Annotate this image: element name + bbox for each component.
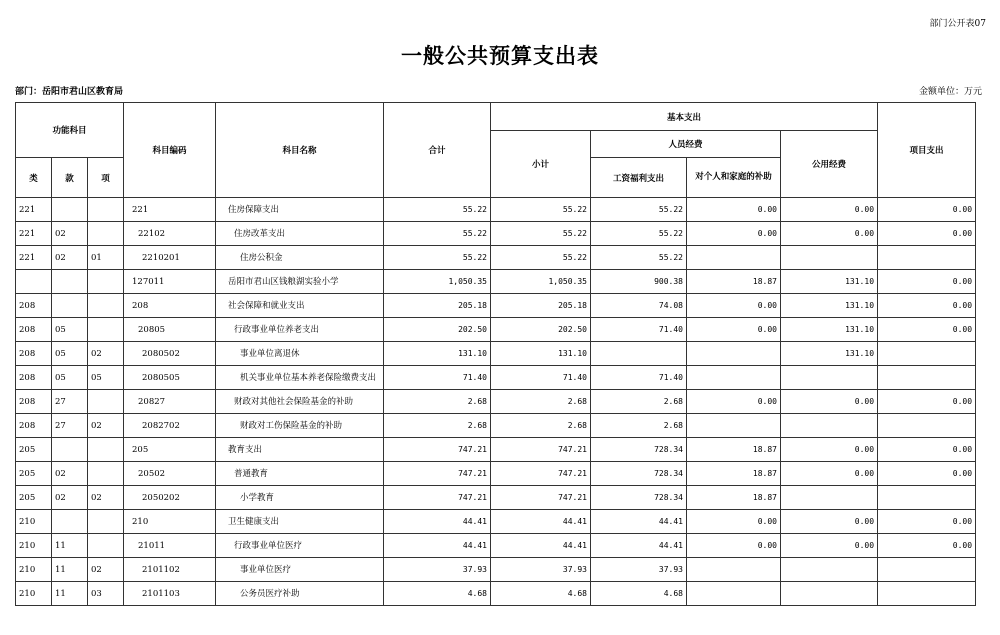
project-cell: 0.00 xyxy=(878,222,976,246)
form-number: 部门公开表07 xyxy=(929,19,986,29)
subject-name-cell: 小学教育 xyxy=(216,486,384,510)
individual-cell: 18.87 xyxy=(687,462,781,486)
project-cell xyxy=(878,582,976,606)
public-cell: 131.10 xyxy=(781,294,878,318)
total-cell: 747.21 xyxy=(384,438,491,462)
individual-cell: 0.00 xyxy=(687,534,781,558)
subject-code-cell: 20502 xyxy=(124,462,216,486)
subject-code-cell: 2210201 xyxy=(124,246,216,270)
lei-cell: 208 xyxy=(16,318,52,342)
lei-cell: 208 xyxy=(16,342,52,366)
table-row xyxy=(16,270,976,294)
subject-code-cell: 21011 xyxy=(124,534,216,558)
subject-name-cell: 普通教育 xyxy=(216,462,384,486)
kuan-cell: 05 xyxy=(52,342,88,366)
table-row xyxy=(16,438,976,462)
salary-header: 工资福利支出 xyxy=(591,158,687,198)
table-row xyxy=(16,294,976,318)
subject-name-cell: 行政事业单位养老支出 xyxy=(216,318,384,342)
xiang-cell xyxy=(88,510,124,534)
xiang-cell xyxy=(88,198,124,222)
project-cell: 0.00 xyxy=(878,462,976,486)
table-row xyxy=(16,486,976,510)
xiang-cell: 02 xyxy=(88,558,124,582)
total-cell: 747.21 xyxy=(384,486,491,510)
table-row xyxy=(16,390,976,414)
salary-cell xyxy=(591,342,687,366)
salary-cell: 4.68 xyxy=(591,582,687,606)
salary-cell: 74.08 xyxy=(591,294,687,318)
kuan-cell: 11 xyxy=(52,582,88,606)
subtotal-cell: 131.10 xyxy=(491,342,591,366)
kuan-cell xyxy=(52,510,88,534)
subject-name-cell: 行政事业单位医疗 xyxy=(216,534,384,558)
project-cell: 0.00 xyxy=(878,198,976,222)
subject-name-cell: 住房保障支出 xyxy=(216,198,384,222)
project-cell xyxy=(878,246,976,270)
subject-name-cell: 财政对其他社会保险基金的补助 xyxy=(216,390,384,414)
public-cell: 131.10 xyxy=(781,318,878,342)
salary-cell: 728.34 xyxy=(591,486,687,510)
individual-cell xyxy=(687,366,781,390)
subject-name-cell: 住房公积金 xyxy=(216,246,384,270)
table-row xyxy=(16,222,976,246)
lei-cell: 221 xyxy=(16,222,52,246)
subject-code-cell: 2080502 xyxy=(124,342,216,366)
salary-cell: 2.68 xyxy=(591,390,687,414)
total-cell: 55.22 xyxy=(384,246,491,270)
table-row xyxy=(16,318,976,342)
basic-header: 基本支出 xyxy=(491,103,878,131)
individual-header: 对个人和家庭的补助 xyxy=(687,158,781,198)
subject-code-cell: 2101102 xyxy=(124,558,216,582)
project-cell: 0.00 xyxy=(878,318,976,342)
subject-name-cell: 事业单位医疗 xyxy=(216,558,384,582)
lei-cell: 210 xyxy=(16,582,52,606)
kuan-cell: 02 xyxy=(52,222,88,246)
salary-cell: 71.40 xyxy=(591,366,687,390)
xiang-header: 项 xyxy=(88,158,124,198)
public-cell: 0.00 xyxy=(781,462,878,486)
kuan-cell: 05 xyxy=(52,318,88,342)
lei-cell: 210 xyxy=(16,510,52,534)
table-row xyxy=(16,462,976,486)
kuan-cell: 02 xyxy=(52,246,88,270)
lei-cell: 205 xyxy=(16,486,52,510)
subject-name-cell: 公务员医疗补助 xyxy=(216,582,384,606)
project-cell xyxy=(878,366,976,390)
xiang-cell xyxy=(88,534,124,558)
salary-cell: 55.22 xyxy=(591,222,687,246)
kuan-cell: 05 xyxy=(52,366,88,390)
project-header: 项目支出 xyxy=(878,103,976,198)
salary-cell: 2.68 xyxy=(591,414,687,438)
subject-name-cell: 事业单位离退休 xyxy=(216,342,384,366)
public-cell xyxy=(781,414,878,438)
subtotal-header: 小计 xyxy=(491,131,591,198)
individual-cell: 0.00 xyxy=(687,222,781,246)
kuan-cell: 11 xyxy=(52,558,88,582)
project-cell xyxy=(878,558,976,582)
project-cell: 0.00 xyxy=(878,510,976,534)
subject-code-cell: 2082702 xyxy=(124,414,216,438)
subject-name-cell: 住房改革支出 xyxy=(216,222,384,246)
xiang-cell: 01 xyxy=(88,246,124,270)
budget-table xyxy=(15,102,976,606)
individual-cell: 0.00 xyxy=(687,318,781,342)
subject-code-cell: 20827 xyxy=(124,390,216,414)
subtotal-cell: 747.21 xyxy=(491,486,591,510)
subtotal-cell: 55.22 xyxy=(491,246,591,270)
salary-cell: 728.34 xyxy=(591,462,687,486)
public-cell: 0.00 xyxy=(781,198,878,222)
salary-cell: 44.41 xyxy=(591,510,687,534)
func-subject-header: 功能科目 xyxy=(16,103,124,158)
lei-cell: 221 xyxy=(16,198,52,222)
subject-code-cell: 2080505 xyxy=(124,366,216,390)
subtotal-cell: 55.22 xyxy=(491,222,591,246)
public-cell: 0.00 xyxy=(781,222,878,246)
public-cell: 0.00 xyxy=(781,438,878,462)
subtotal-cell: 44.41 xyxy=(491,510,591,534)
xiang-cell xyxy=(88,462,124,486)
subject-code-header: 科目编码 xyxy=(124,103,216,198)
salary-cell: 71.40 xyxy=(591,318,687,342)
individual-cell: 0.00 xyxy=(687,294,781,318)
total-header: 合计 xyxy=(384,103,491,198)
total-cell: 37.93 xyxy=(384,558,491,582)
lei-cell: 208 xyxy=(16,294,52,318)
total-cell: 55.22 xyxy=(384,222,491,246)
xiang-cell: 03 xyxy=(88,582,124,606)
xiang-cell xyxy=(88,438,124,462)
public-cell: 131.10 xyxy=(781,342,878,366)
xiang-cell: 02 xyxy=(88,342,124,366)
total-cell: 131.10 xyxy=(384,342,491,366)
subject-code-cell: 210 xyxy=(124,510,216,534)
public-cell: 0.00 xyxy=(781,510,878,534)
subject-name-cell: 机关事业单位基本养老保险缴费支出 xyxy=(216,366,384,390)
lei-cell: 205 xyxy=(16,462,52,486)
lei-cell: 208 xyxy=(16,390,52,414)
subtotal-cell: 747.21 xyxy=(491,438,591,462)
lei-cell: 208 xyxy=(16,414,52,438)
lei-cell: 210 xyxy=(16,558,52,582)
public-cell xyxy=(781,582,878,606)
total-cell: 2.68 xyxy=(384,414,491,438)
kuan-cell xyxy=(52,198,88,222)
total-cell: 2.68 xyxy=(384,390,491,414)
table-row xyxy=(16,342,976,366)
individual-cell xyxy=(687,582,781,606)
public-cell xyxy=(781,366,878,390)
subject-code-cell: 205 xyxy=(124,438,216,462)
individual-cell: 18.87 xyxy=(687,486,781,510)
table-row xyxy=(16,582,976,606)
xiang-cell xyxy=(88,390,124,414)
subject-code-cell: 22102 xyxy=(124,222,216,246)
subject-code-cell: 221 xyxy=(124,198,216,222)
salary-cell: 728.34 xyxy=(591,438,687,462)
subtotal-cell: 747.21 xyxy=(491,462,591,486)
unit-label: 金额单位：万元 xyxy=(918,87,982,97)
table-row xyxy=(16,510,976,534)
salary-cell: 55.22 xyxy=(591,246,687,270)
lei-header: 类 xyxy=(16,158,52,198)
salary-cell: 55.22 xyxy=(591,198,687,222)
public-cell xyxy=(781,246,878,270)
xiang-cell xyxy=(88,294,124,318)
subtotal-cell: 37.93 xyxy=(491,558,591,582)
public-cell: 0.00 xyxy=(781,390,878,414)
lei-cell: 221 xyxy=(16,246,52,270)
total-cell: 747.21 xyxy=(384,462,491,486)
kuan-cell xyxy=(52,294,88,318)
public-cell: 0.00 xyxy=(781,534,878,558)
individual-cell: 18.87 xyxy=(687,438,781,462)
project-cell: 0.00 xyxy=(878,534,976,558)
individual-cell xyxy=(687,246,781,270)
subtotal-cell: 2.68 xyxy=(491,414,591,438)
individual-cell xyxy=(687,342,781,366)
subject-code-cell: 208 xyxy=(124,294,216,318)
subtotal-cell: 1,050.35 xyxy=(491,270,591,294)
individual-cell: 0.00 xyxy=(687,390,781,414)
table-row xyxy=(16,534,976,558)
table-row xyxy=(16,414,976,438)
public-cell xyxy=(781,558,878,582)
kuan-cell: 02 xyxy=(52,486,88,510)
subject-code-cell: 2101103 xyxy=(124,582,216,606)
kuan-cell xyxy=(52,270,88,294)
total-cell: 205.18 xyxy=(384,294,491,318)
kuan-cell: 02 xyxy=(52,462,88,486)
lei-cell: 205 xyxy=(16,438,52,462)
kuan-cell: 27 xyxy=(52,390,88,414)
individual-cell: 0.00 xyxy=(687,198,781,222)
table-row xyxy=(16,246,976,270)
subtotal-cell: 55.22 xyxy=(491,198,591,222)
department-label: 部门：岳阳市君山区教育局 xyxy=(15,87,124,97)
project-cell: 0.00 xyxy=(878,270,976,294)
subtotal-cell: 4.68 xyxy=(491,582,591,606)
xiang-cell: 02 xyxy=(88,486,124,510)
salary-cell: 44.41 xyxy=(591,534,687,558)
subject-name-cell: 财政对工伤保险基金的补助 xyxy=(216,414,384,438)
xiang-cell: 05 xyxy=(88,366,124,390)
lei-cell: 210 xyxy=(16,534,52,558)
kuan-cell: 11 xyxy=(52,534,88,558)
individual-cell: 0.00 xyxy=(687,510,781,534)
lei-cell xyxy=(16,270,52,294)
subject-code-cell: 20805 xyxy=(124,318,216,342)
total-cell: 44.41 xyxy=(384,534,491,558)
table-row xyxy=(16,198,976,222)
page-title: 一般公共预算支出表 xyxy=(401,44,599,68)
subject-code-cell: 2050202 xyxy=(124,486,216,510)
project-cell xyxy=(878,486,976,510)
public-cell xyxy=(781,486,878,510)
subject-name-cell: 社会保障和就业支出 xyxy=(216,294,384,318)
total-cell: 55.22 xyxy=(384,198,491,222)
public-header: 公用经费 xyxy=(781,131,878,198)
total-cell: 202.50 xyxy=(384,318,491,342)
subject-code-cell: 127011 xyxy=(124,270,216,294)
project-cell: 0.00 xyxy=(878,390,976,414)
public-cell: 131.10 xyxy=(781,270,878,294)
subtotal-cell: 202.50 xyxy=(491,318,591,342)
project-cell: 0.00 xyxy=(878,294,976,318)
table-row xyxy=(16,366,976,390)
xiang-cell xyxy=(88,270,124,294)
subject-name-header: 科目名称 xyxy=(216,103,384,198)
salary-cell: 37.93 xyxy=(591,558,687,582)
subtotal-cell: 71.40 xyxy=(491,366,591,390)
xiang-cell xyxy=(88,318,124,342)
total-cell: 4.68 xyxy=(384,582,491,606)
kuan-cell xyxy=(52,438,88,462)
total-cell: 1,050.35 xyxy=(384,270,491,294)
project-cell xyxy=(878,414,976,438)
xiang-cell xyxy=(88,222,124,246)
subtotal-cell: 44.41 xyxy=(491,534,591,558)
project-cell xyxy=(878,342,976,366)
total-cell: 44.41 xyxy=(384,510,491,534)
subtotal-cell: 2.68 xyxy=(491,390,591,414)
subject-name-cell: 卫生健康支出 xyxy=(216,510,384,534)
subject-name-cell: 教育支出 xyxy=(216,438,384,462)
individual-cell xyxy=(687,558,781,582)
table-row xyxy=(16,558,976,582)
project-cell: 0.00 xyxy=(878,438,976,462)
lei-cell: 208 xyxy=(16,366,52,390)
individual-cell: 18.87 xyxy=(687,270,781,294)
xiang-cell: 02 xyxy=(88,414,124,438)
subject-name-cell: 岳阳市君山区钱粮湖实验小学 xyxy=(216,270,384,294)
kuan-header: 款 xyxy=(52,158,88,198)
subtotal-cell: 205.18 xyxy=(491,294,591,318)
individual-cell xyxy=(687,414,781,438)
total-cell: 71.40 xyxy=(384,366,491,390)
personnel-header: 人员经费 xyxy=(591,131,781,158)
salary-cell: 900.38 xyxy=(591,270,687,294)
kuan-cell: 27 xyxy=(52,414,88,438)
